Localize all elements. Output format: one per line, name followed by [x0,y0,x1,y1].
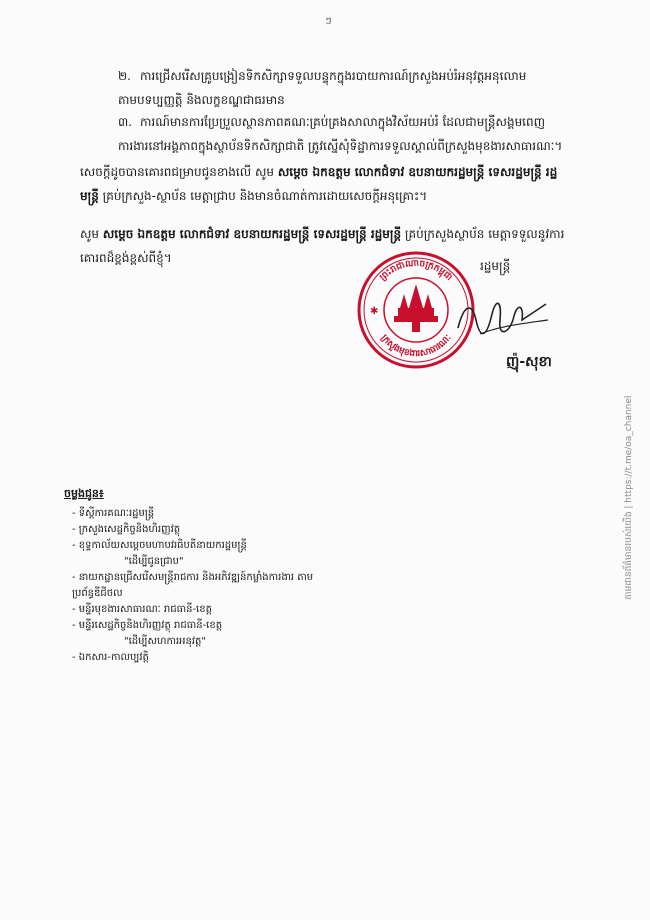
paragraph-tail: គ្រប់ក្រសួង-ស្ថាប័ន មេត្តាជ្រាប និងមានចំណាត់ការដោយសេចក្ដីអនុគ្រោះ។ [98,189,428,203]
cc-item: - ក្រសួងសេដ្ឋកិច្ចនិងហិរញ្ញវត្ថុ [72,524,181,535]
item-number: ២. [118,69,131,83]
svg-text:ព្រះរាជាណាចក្រកម្ពុជា [378,259,454,283]
cc-item: - មន្ទីរមុខងារសាធារណៈ រាជធានី-ខេត្ត [72,604,212,615]
side-watermark: តាមដានព័ត៌មានរបស់យើង | https://t.me/oa_channel [624,395,634,600]
request-paragraph [80,160,570,208]
angkor-emblem [394,284,438,332]
seal-top-text: ព្រះរាជាណាចក្រកម្ពុជា [378,258,454,283]
item-2 [118,64,568,112]
item-number: ៣. [118,115,133,129]
paragraph-lead: សេចក្ដីដូចបានគោរពជម្រាបជូនខាងលើ សូម [80,165,278,179]
item-text: ការជ្រើសរើសគ្រូបង្រៀនទិកសិក្សាទទួលបន្ទុកក្នុងរបាយការណ៍ក្រសួងអប់រំអនុវត្តអនុលោមតាមបទប្បញ្ញត្តិ និងលក្ខខណ្ឌជាធរមាន [118,69,527,107]
cc-note: "ដើម្បីជូនជ្រាប" [124,556,184,567]
cc-note: "ដើម្បីសហការអនុវត្ត" [124,636,207,647]
item-3 [118,110,568,158]
cc-item: - ទីស្ដីការគណៈរដ្ឋមន្ត្រី [72,508,155,519]
cc-title: ចម្លងជូន៖ [64,487,104,500]
cc-list [64,486,334,666]
signatory-title: រដ្ឋមន្ត្រី [480,259,511,273]
svg-text:✱: ✱ [370,306,379,317]
closing-lead: សូម [80,227,103,241]
page-mark: ៗ [325,16,332,27]
cc-item: - ឯកសារ-កាលប្បវត្តិ [72,652,149,663]
cc-item: - ខុទ្ទកាល័យសម្ដេចមហាបវរធិបតីនាយករដ្ឋមន្ត្រី [72,540,247,551]
seal-bottom-text: ក្រសួងមុខងារសាធារណៈ [378,332,454,360]
item-text: ការណ៍មានការប្រែប្រួលស្ថានភាពគណៈគ្រប់គ្រងសាលាក្នុងវិស័យអប់រំ ដែលជាមន្ត្រីសង្គមពេញការងារនៅអង្គភាពក្នុងស្ថាប័នទិកសិក្សាជាតិ ត្រូវស្នើសុំទិដ្ឋាការទទួលស្គាល់ពីក្រសួងមុខងារសាធារណៈ។ [118,115,563,153]
cc-item: - មន្ទីរសេដ្ឋកិច្ចនិងហិរញ្ញវត្ថុ រាជធានី-ខេត្ត [72,620,223,631]
closing-tail: គ្រប់ក្រសួងស្ថាប័ន មេត្តាទទួលនូវការគោរពដ៏ខ្ពង់ខ្ពស់ពីខ្ញុំ។ [80,227,565,265]
paragraph-addressees: សម្តេច ឯកឧត្តម លោកជំទាវ ឧបនាយករដ្ឋមន្ត្រី ទេសរដ្ឋមន្ត្រី រដ្ឋមន្ត្រី [80,165,558,203]
closing-addressees: សម្តេច ឯកឧត្តម លោកជំទាវ ឧបនាយករដ្ឋមន្ត្រី ទេសរដ្ឋមន្ត្រី រដ្ឋមន្ត្រី [102,227,402,241]
signatory-name: ញ៉ុ-សុខា [506,354,552,370]
signature [450,290,560,350]
cc-item: - នាយកដ្ឋានជ្រើសរើសមន្ត្រីរាជការ និងអភិវឌ្ឍន៍កម្លាំងការងារ តាមប្រព័ន្ធឌីជីថល [72,572,314,599]
